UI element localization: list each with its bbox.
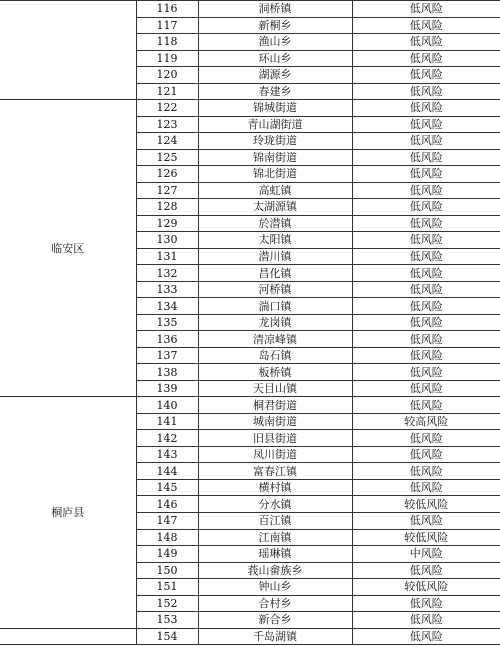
town-name: 玲珑街道 [198,133,352,150]
town-name: 锦城街道 [198,100,352,117]
risk-level: 低风险 [352,116,500,133]
row-number: 117 [136,17,198,34]
row-number: 132 [136,265,198,282]
row-number: 133 [136,281,198,298]
town-name: 百江镇 [198,512,352,529]
town-name: 洞桥镇 [198,1,352,18]
town-name: 合村乡 [198,595,352,612]
risk-level: 低风险 [352,347,500,364]
town-name: 城南街道 [198,413,352,430]
town-name: 青山湖街道 [198,116,352,133]
risk-level: 低风险 [352,612,500,629]
risk-level: 低风险 [352,281,500,298]
town-name: 高虹镇 [198,182,352,199]
district-cell: 桐庐县 [0,397,136,628]
risk-level: 低风险 [352,331,500,348]
row-number: 152 [136,595,198,612]
town-name: 清凉峰镇 [198,331,352,348]
row-number: 119 [136,50,198,67]
row-number: 118 [136,34,198,51]
risk-level: 低风险 [352,446,500,463]
row-number: 140 [136,397,198,414]
risk-level: 低风险 [352,463,500,480]
row-number: 149 [136,546,198,563]
row-number: 130 [136,232,198,249]
town-name: 钟山乡 [198,579,352,596]
risk-level: 低风险 [352,232,500,249]
risk-level: 低风险 [352,182,500,199]
town-name: 渔山乡 [198,34,352,51]
row-number: 120 [136,67,198,84]
table-row [0,397,500,414]
town-name: 春建乡 [198,83,352,100]
row-number: 139 [136,380,198,397]
row-number: 154 [136,628,198,645]
town-name: 昌化镇 [198,265,352,282]
risk-level: 低风险 [352,67,500,84]
risk-level: 较高风险 [352,413,500,430]
table-row [0,1,500,18]
town-name: 锦北街道 [198,166,352,183]
table-row [0,628,500,645]
risk-table-body [0,1,500,645]
risk-level: 低风险 [352,199,500,216]
town-name: 新合乡 [198,612,352,629]
risk-level: 低风险 [352,149,500,166]
risk-level: 低风险 [352,512,500,529]
town-name: 湖源乡 [198,67,352,84]
row-number: 141 [136,413,198,430]
risk-level: 低风险 [352,562,500,579]
risk-level: 低风险 [352,100,500,117]
risk-level: 低风险 [352,479,500,496]
row-number: 138 [136,364,198,381]
risk-level: 低风险 [352,380,500,397]
risk-level: 中风险 [352,546,500,563]
town-name: 莪山畲族乡 [198,562,352,579]
town-name: 板桥镇 [198,364,352,381]
row-number: 134 [136,298,198,315]
district-cell: 临安区 [0,100,136,397]
risk-level: 低风险 [352,265,500,282]
risk-level: 低风险 [352,133,500,150]
row-number: 145 [136,479,198,496]
town-name: 於潜镇 [198,215,352,232]
town-name: 瑶琳镇 [198,546,352,563]
town-name: 分水镇 [198,496,352,513]
district-cell [0,1,136,100]
town-name: 桐君街道 [198,397,352,414]
row-number: 121 [136,83,198,100]
row-number: 144 [136,463,198,480]
row-number: 142 [136,430,198,447]
row-number: 148 [136,529,198,546]
town-name: 富春江镇 [198,463,352,480]
town-name: 湍口镇 [198,298,352,315]
row-number: 124 [136,133,198,150]
town-name: 环山乡 [198,50,352,67]
town-name: 潜川镇 [198,248,352,265]
town-name: 天目山镇 [198,380,352,397]
town-name: 千岛湖镇 [198,628,352,645]
table-row [0,100,500,117]
district-cell [0,628,136,645]
risk-level: 低风险 [352,34,500,51]
town-name: 新桐乡 [198,17,352,34]
town-name: 太湖源镇 [198,199,352,216]
row-number: 129 [136,215,198,232]
town-name: 太阳镇 [198,232,352,249]
row-number: 143 [136,446,198,463]
row-number: 147 [136,512,198,529]
row-number: 151 [136,579,198,596]
risk-level: 低风险 [352,166,500,183]
risk-level: 低风险 [352,17,500,34]
row-number: 116 [136,1,198,18]
town-name: 凤川街道 [198,446,352,463]
row-number: 127 [136,182,198,199]
risk-level: 低风险 [352,298,500,315]
risk-level: 低风险 [352,430,500,447]
row-number: 135 [136,314,198,331]
row-number: 153 [136,612,198,629]
row-number: 125 [136,149,198,166]
risk-level: 低风险 [352,50,500,67]
town-name: 旧县街道 [198,430,352,447]
risk-level: 较低风险 [352,496,500,513]
risk-level: 低风险 [352,364,500,381]
row-number: 128 [136,199,198,216]
row-number: 122 [136,100,198,117]
town-name: 江南镇 [198,529,352,546]
risk-level: 低风险 [352,595,500,612]
risk-level: 低风险 [352,628,500,645]
risk-level: 低风险 [352,1,500,18]
risk-level: 较低风险 [352,579,500,596]
risk-level: 低风险 [352,215,500,232]
risk-level: 低风险 [352,83,500,100]
row-number: 123 [136,116,198,133]
town-name: 横村镇 [198,479,352,496]
row-number: 126 [136,166,198,183]
row-number: 136 [136,331,198,348]
row-number: 137 [136,347,198,364]
row-number: 131 [136,248,198,265]
row-number: 146 [136,496,198,513]
risk-level: 低风险 [352,314,500,331]
risk-level: 低风险 [352,248,500,265]
risk-level: 较低风险 [352,529,500,546]
town-name: 岛石镇 [198,347,352,364]
town-name: 河桥镇 [198,281,352,298]
town-name: 锦南街道 [198,149,352,166]
row-number: 150 [136,562,198,579]
town-name: 龙岗镇 [198,314,352,331]
risk-level: 低风险 [352,397,500,414]
